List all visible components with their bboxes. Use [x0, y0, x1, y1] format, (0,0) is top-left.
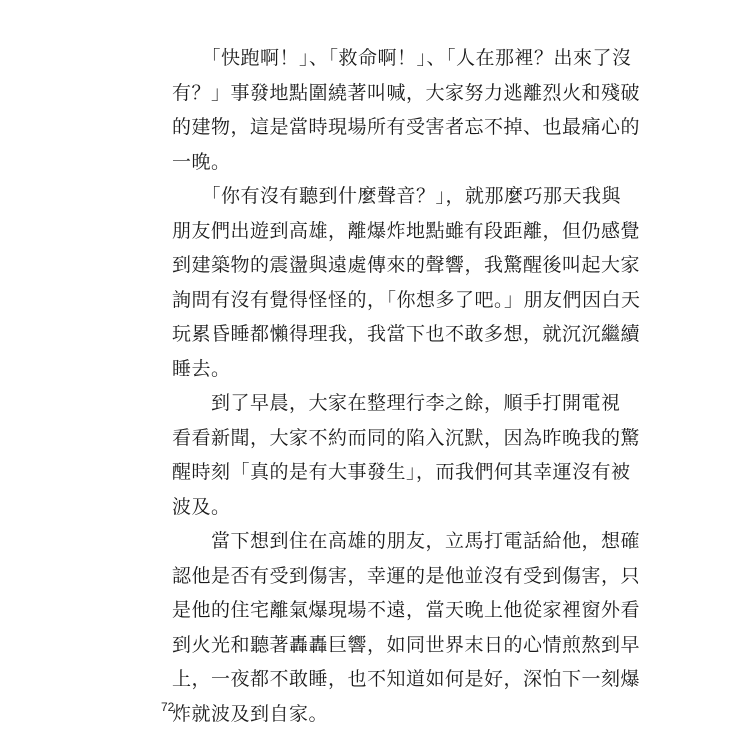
text-line: 睡去。 [172, 357, 231, 380]
text-line: 到火光和聽著轟轟巨響，如同世界末日的心情煎熬到早 [172, 633, 641, 656]
text-line: 波及。 [172, 495, 231, 518]
text-line: 到了早晨，大家在整理行李之餘，順手打開電視 [172, 392, 621, 414]
text-line: 的建物，這是當時現場所有受害者忘不掉、也最痛心的 [172, 116, 641, 138]
text-line: 玩累昏睡都懶得理我，我當下也不敢多想，就沉沉繼續 [172, 323, 641, 345]
text-line: 詢問有沒有覺得怪怪的，「你想多了吧。」朋友們因白天 [172, 288, 641, 311]
text-line: 當下想到住在高雄的朋友，立馬打電話給他，想確 [172, 530, 641, 552]
page-number: 72 [161, 700, 175, 714]
text-line: 看看新聞，大家不約而同的陷入沉默，因為昨晚我的驚 [172, 426, 641, 449]
text-line: 有？」事發地點圍繞著叫喊，大家努力逃離烈火和殘破 [172, 81, 641, 104]
text-line: 上，一夜都不敢睡，也不知道如何是好，深怕下一刻爆 [172, 668, 641, 690]
text-line: 醒時刻「真的是有大事發生」，而我們何其幸運沒有被 [172, 461, 631, 483]
text-line: 到建築物的震盪與遠處傳來的聲響，我驚醒後叫起大家 [172, 254, 641, 276]
text-line: 「快跑啊！」、「救命啊！」、「人在那裡？出來了沒 [172, 47, 632, 69]
text-line: 認他是否有受到傷害，幸運的是他並沒有受到傷害，只 [172, 564, 641, 587]
text-line: 朋友們出遊到高雄，離爆炸地點雖有段距離，但仍感覺 [172, 219, 641, 242]
text-line: 是他的住宅離氣爆現場不遠，當天晚上他從家裡窗外看 [172, 599, 641, 621]
text-line: 一晚。 [172, 150, 231, 173]
body-text [172, 41, 641, 731]
text-line: 「你有沒有聽到什麼聲音？」，就那麼巧那天我與 [172, 185, 622, 207]
text-line: 炸就波及到自家。 [172, 702, 329, 725]
